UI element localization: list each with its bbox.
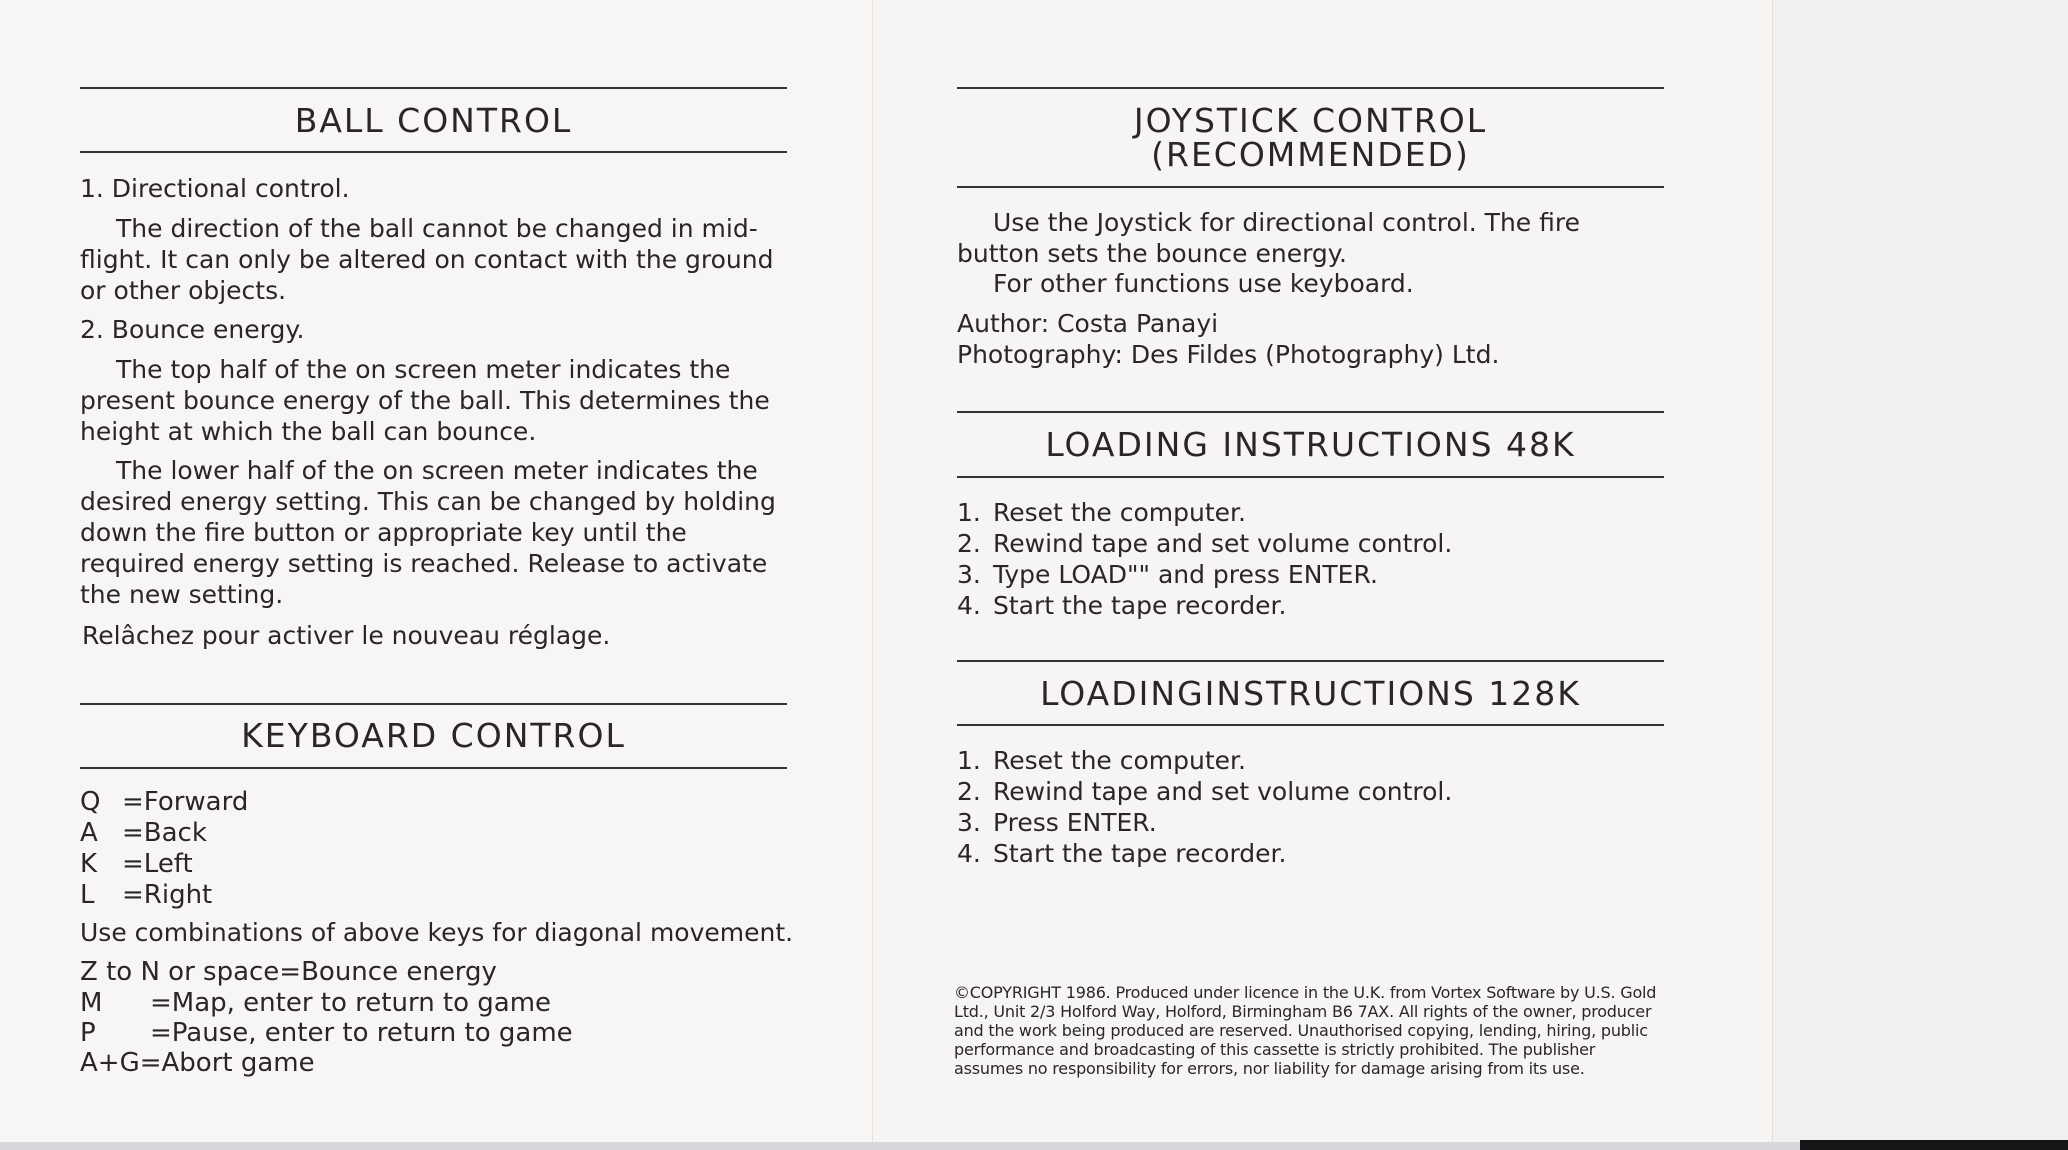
copyright-notice: ©COPYRIGHT 1986. Produced under licence in the U.K. from Vortex Software by U.S. Gold Ltd., Unit 2/3 Holford Way, Holford, Birmingham B6 7AX. All rights of the owner, producer and the work being produced are reserved. Unauthorised copying, lending, hiring, public performance and broadcasting of this cassette is strictly prohibited. The publisher assumes no responsibility for errors, nor liability for damage arising from its use.: [954, 983, 1657, 1078]
rule: [80, 767, 787, 769]
key-row: Q =Forward: [80, 787, 249, 817]
rule: [957, 87, 1664, 89]
joystick-text-2: For other functions use keyboard.: [993, 269, 1414, 298]
ball-item-1: 1. Directional control.: [80, 174, 350, 203]
joystick-heading-line2: (RECOMMENDED): [1151, 135, 1470, 174]
blank-flap-panel: [1772, 0, 2068, 1150]
list-item: 1. Reset the computer.: [957, 498, 1246, 527]
rule: [957, 411, 1664, 413]
key-row: L =Right: [80, 880, 213, 910]
key-row: A =Back: [80, 818, 207, 848]
key-row: M =Map, enter to return to game: [80, 988, 552, 1018]
joystick-text-1: Use the Joystick for directional control. The fire button sets the bounce energy.: [957, 208, 1580, 268]
list-item: 3. Press ENTER.: [957, 808, 1157, 837]
list-item: 2. Rewind tape and set volume control.: [957, 529, 1453, 558]
rule: [80, 703, 787, 705]
loading-48k-heading: LOADING INSTRUCTIONS 48K: [1045, 425, 1576, 464]
list-item: 4. Start the tape recorder.: [957, 839, 1287, 868]
key-row: P =Pause, enter to return to game: [80, 1018, 573, 1048]
french-note: Relâchez pour activer le nouveau réglage.: [82, 621, 611, 650]
photography-credit: Photography: Des Fildes (Photography) Ltd.: [957, 340, 1500, 369]
loading-128k-heading: LOADINGINSTRUCTIONS 128K: [1040, 674, 1581, 713]
abort-key-row: A+G=Abort game: [80, 1048, 315, 1078]
ball-item-2-text-b: The lower half of the on screen meter indicates the desired energy setting. This can be changed by holding down the fire button or appropriate key until the required energy setting is reached. Release to activate the new setting.: [80, 456, 776, 609]
joystick-heading-line1: JOYSTICK CONTROL: [1133, 101, 1488, 140]
bottom-edge-dark: [1800, 1140, 2068, 1150]
rule: [957, 660, 1664, 662]
list-item: 4. Start the tape recorder.: [957, 591, 1287, 620]
rule: [80, 151, 787, 153]
keyboard-control-heading: KEYBOARD CONTROL: [241, 716, 626, 755]
ball-item-1-text: The direction of the ball cannot be changed in mid-flight. It can only be altered on contact with the ground or other objects.: [80, 214, 774, 305]
rule: [957, 724, 1664, 726]
ball-control-heading: BALL CONTROL: [294, 101, 573, 140]
rule: [957, 476, 1664, 478]
list-item: 1. Reset the computer.: [957, 746, 1246, 775]
diagonal-note: Use combinations of above keys for diagonal movement.: [80, 918, 794, 947]
bottom-edge: [0, 1142, 2068, 1150]
author-credit: Author: Costa Panayi: [957, 309, 1219, 338]
key-row: K =Left: [80, 849, 193, 879]
rule: [957, 186, 1664, 188]
list-item: 3. Type LOAD"" and press ENTER.: [957, 560, 1378, 589]
rule: [80, 87, 787, 89]
bounce-key-row: Z to N or space=Bounce energy: [80, 957, 497, 987]
ball-item-2-text-a: The top half of the on screen meter indicates the present bounce energy of the ball. This determines the height at which the ball can bounce.: [80, 355, 770, 446]
list-item: 2. Rewind tape and set volume control.: [957, 777, 1453, 806]
ball-item-2: 2. Bounce energy.: [80, 315, 305, 344]
